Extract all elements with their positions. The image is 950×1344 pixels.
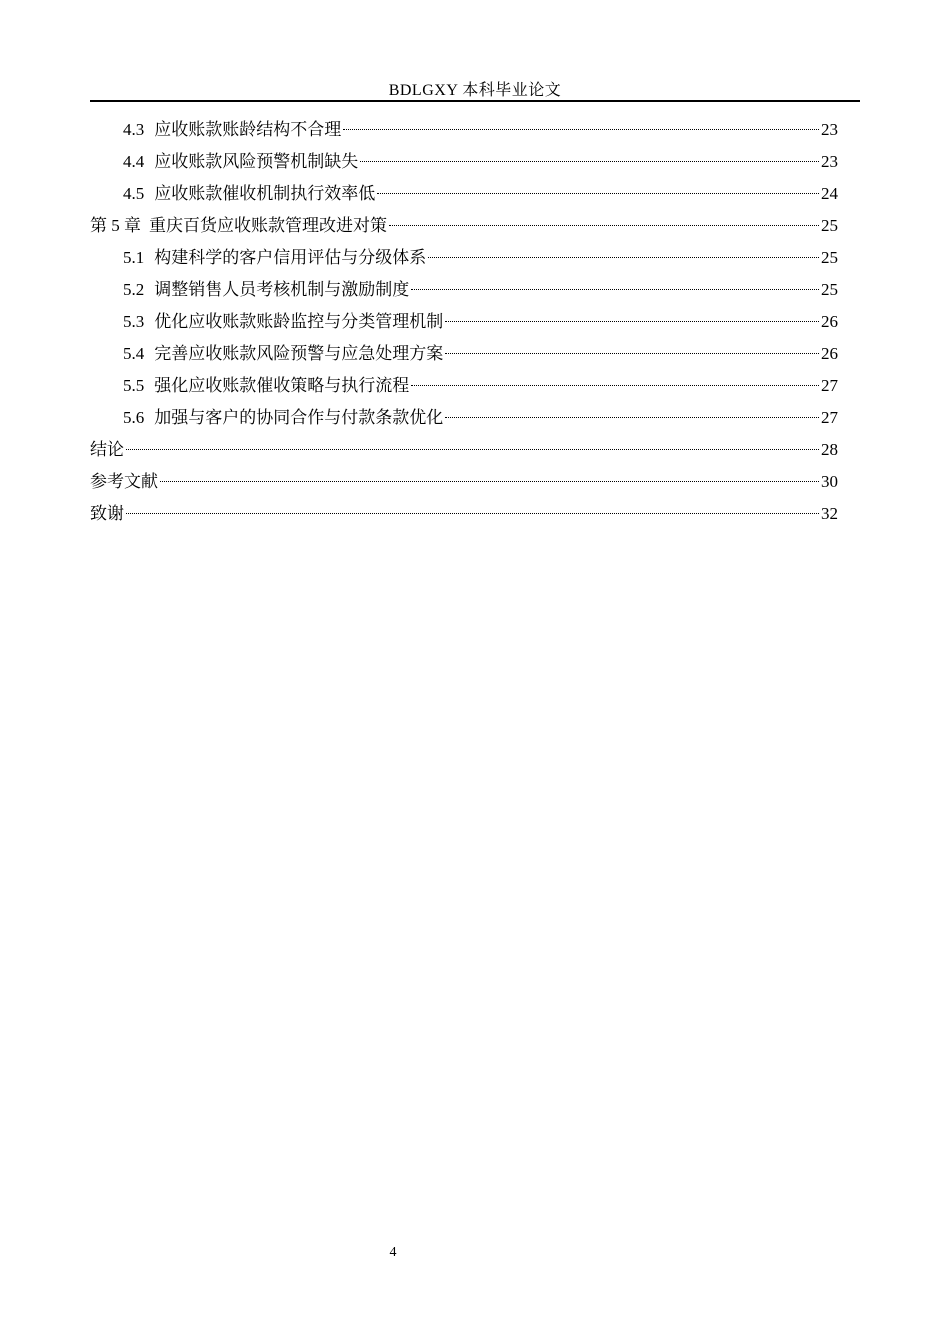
toc-entry-title: 致谢 xyxy=(90,504,124,524)
toc-entry-page: 26 xyxy=(821,312,838,331)
toc-entry-acknowledgements[interactable] xyxy=(90,500,838,532)
toc-dot-leader xyxy=(160,481,819,482)
toc-entry-4-3[interactable] xyxy=(90,116,838,148)
toc-entry-number: 5.5 xyxy=(123,376,145,395)
toc-entry-conclusion[interactable] xyxy=(90,436,838,468)
page-number: 4 xyxy=(389,1245,397,1260)
toc-entry-5-5[interactable] xyxy=(90,372,838,404)
toc-entry-5-4[interactable] xyxy=(90,340,838,372)
toc-entry-number: 4.4 xyxy=(123,152,145,171)
toc-entry-5-2[interactable] xyxy=(90,276,838,308)
toc-entry-number: 第 5 章 xyxy=(90,216,141,235)
toc-entry-page: 25 xyxy=(821,280,838,299)
toc-entry-page: 23 xyxy=(821,120,838,139)
toc-entry-page: 25 xyxy=(821,248,838,267)
toc-dot-leader xyxy=(445,417,819,418)
toc-entry-page: 27 xyxy=(821,376,838,395)
toc-dot-leader xyxy=(126,449,819,450)
toc-entry-5-6[interactable] xyxy=(90,404,838,436)
page-header-title: BDLGXY 本科毕业论文 xyxy=(388,82,562,99)
toc-entry-page: 30 xyxy=(821,472,838,491)
toc-entry-title: 结论 xyxy=(90,440,124,460)
toc-entry-page: 28 xyxy=(821,440,838,459)
toc-entry-references[interactable] xyxy=(90,468,838,500)
toc-entry-title: 应收账款账龄结构不合理 xyxy=(154,120,342,140)
toc-entry-page: 26 xyxy=(821,344,838,363)
toc-dot-leader xyxy=(411,289,819,290)
toc-entry-page: 25 xyxy=(821,216,838,235)
toc-entry-title: 构建科学的客户信用评估与分级体系 xyxy=(154,248,427,268)
toc-entry-number: 5.4 xyxy=(123,344,145,363)
toc-dot-leader xyxy=(377,193,819,194)
toc-entry-page: 24 xyxy=(821,184,838,203)
toc-dot-leader xyxy=(343,129,819,130)
toc-dot-leader xyxy=(445,353,819,354)
toc-dot-leader xyxy=(445,321,819,322)
toc-entry-title: 强化应收账款催收策略与执行流程 xyxy=(154,376,410,396)
toc-entry-number: 4.5 xyxy=(123,184,145,203)
toc-entry-title: 调整销售人员考核机制与激励制度 xyxy=(154,280,410,300)
toc-entry-number: 5.2 xyxy=(123,280,145,299)
toc-entry-5-3[interactable] xyxy=(90,308,838,340)
toc-entry-page: 27 xyxy=(821,408,838,427)
header-rule xyxy=(90,100,860,102)
toc-entry-page: 32 xyxy=(821,504,838,523)
toc-entry-page: 23 xyxy=(821,152,838,171)
toc-entry-title: 应收账款催收机制执行效率低 xyxy=(154,184,376,204)
table-of-contents xyxy=(90,116,838,532)
toc-entry-number: 5.3 xyxy=(123,312,145,331)
toc-entry-number: 5.6 xyxy=(123,408,145,427)
toc-dot-leader xyxy=(126,513,819,514)
toc-entry-number: 5.1 xyxy=(123,248,145,267)
toc-entry-5-1[interactable] xyxy=(90,244,838,276)
toc-dot-leader xyxy=(360,161,819,162)
toc-dot-leader xyxy=(411,385,819,386)
toc-entry-chapter-5[interactable] xyxy=(90,212,838,244)
toc-entry-title: 重庆百货应收账款管理改进对策 xyxy=(149,216,387,236)
toc-entry-4-5[interactable] xyxy=(90,180,838,212)
toc-entry-title: 完善应收账款风险预警与应急处理方案 xyxy=(154,344,444,364)
toc-entry-title: 优化应收账款账龄监控与分类管理机制 xyxy=(154,312,444,332)
toc-entry-title: 参考文献 xyxy=(90,472,158,492)
toc-entry-number: 4.3 xyxy=(123,120,145,139)
toc-dot-leader xyxy=(428,257,819,258)
toc-entry-title: 应收账款风险预警机制缺失 xyxy=(154,152,359,172)
toc-entry-4-4[interactable] xyxy=(90,148,838,180)
toc-entry-title: 加强与客户的协同合作与付款条款优化 xyxy=(154,408,444,428)
toc-dot-leader xyxy=(389,225,819,226)
